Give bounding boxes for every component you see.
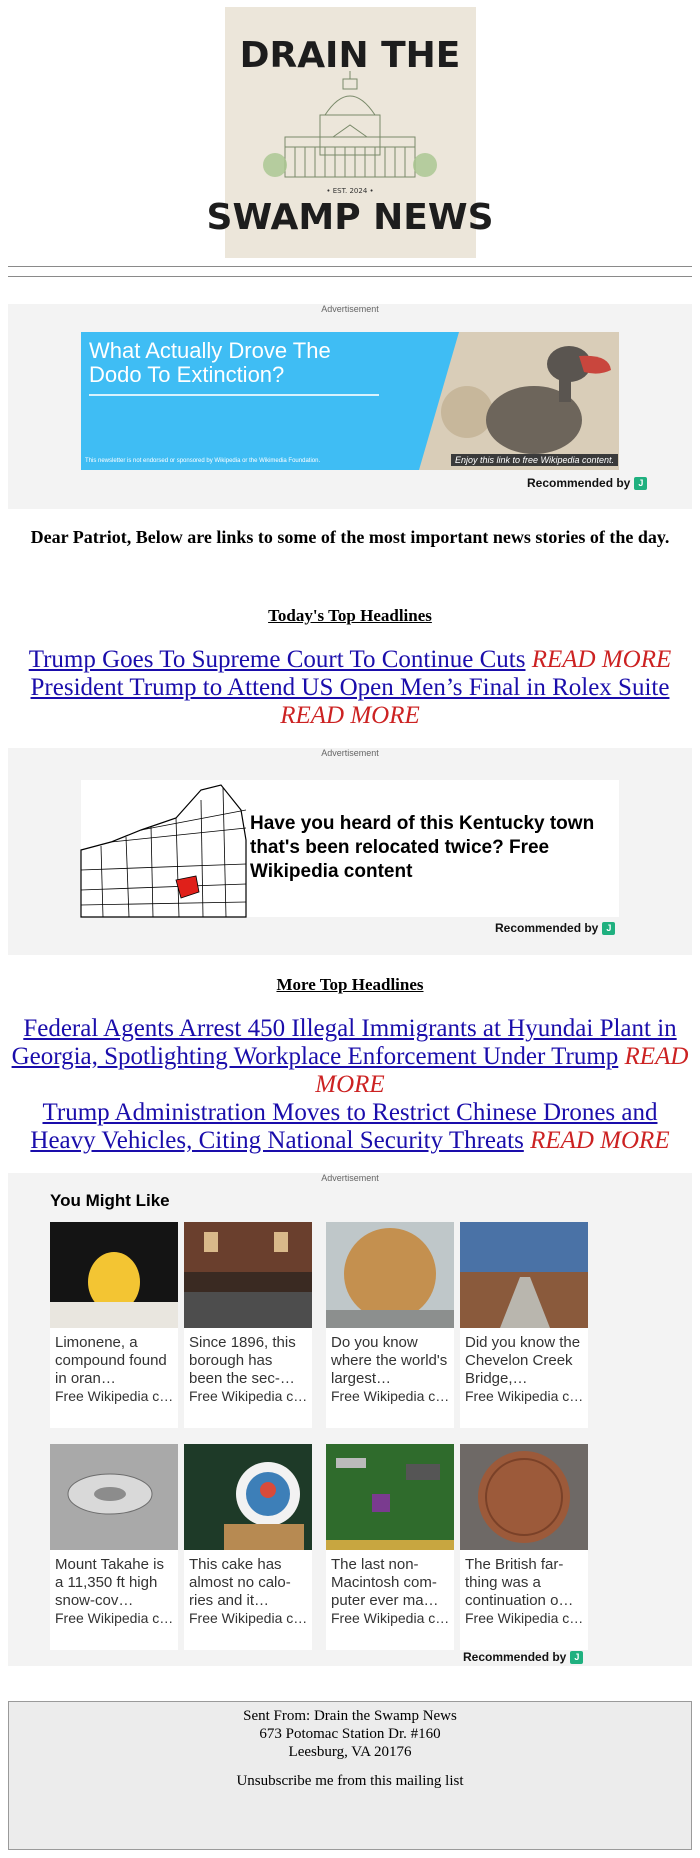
cake-photo — [184, 1444, 312, 1550]
card-source: Free Wikipedia c… — [465, 1388, 584, 1404]
kentucky-ad-banner[interactable] — [81, 780, 619, 917]
headline-item — [8, 1099, 692, 1155]
advertisement-dodo — [8, 304, 692, 509]
card-source: Free Wikipedia c… — [55, 1610, 174, 1626]
logo-est: • EST. 2024 • — [326, 187, 374, 195]
card-title[interactable]: Since 1896, this borough has been the sec-… — [189, 1334, 296, 1387]
headline-item — [8, 1015, 692, 1099]
footer-address — [8, 1701, 692, 1769]
dodo-ad-caption: Enjoy this link to free Wikipedia content. — [451, 454, 618, 466]
divider-bottom — [8, 276, 692, 277]
card-title[interactable]: Do you know where the world's largest… — [331, 1334, 448, 1387]
dodo-ad-disclaimer: This newsletter is not endorsed or sponsored by Wikipedia or the Wikimedia Foundation. — [85, 458, 321, 464]
logo-line1: DRAIN THE — [239, 35, 461, 76]
section-title-more-headlines: More Top Headlines — [276, 975, 424, 994]
footer-unsubscribe — [8, 1767, 692, 1850]
card-title[interactable]: The last non-Macintosh com-puter ever ma… — [331, 1556, 439, 1609]
dodo-ad-headline[interactable]: What Actually Drove The Dodo To Extinction? — [89, 338, 331, 387]
card-source: Free Wikipedia c… — [189, 1388, 308, 1404]
recommendation-card[interactable] — [184, 1444, 312, 1650]
read-more-link[interactable]: READ MORE — [530, 1127, 670, 1154]
bridge-photo — [460, 1222, 588, 1328]
card-title[interactable]: The British far-thing was a continuation o… — [465, 1556, 574, 1609]
top-headlines-list — [8, 646, 692, 730]
recommended-by-badge[interactable] — [495, 921, 615, 935]
card-source: Free Wikipedia c… — [465, 1610, 584, 1626]
footer-address-line1: 673 Potomac Station Dr. #160 — [259, 1726, 441, 1742]
card-title[interactable]: Limonene, a compound found in oran… — [55, 1334, 167, 1387]
recommended-by-label: Recommended by — [527, 476, 631, 490]
dodo-ad-underline — [89, 394, 379, 396]
recommended-by-label: Recommended by — [463, 1650, 567, 1664]
recommendation-card[interactable] — [460, 1222, 588, 1428]
ad-label: Advertisement — [321, 304, 379, 314]
recommended-by-label: Recommended by — [495, 921, 599, 935]
read-more-link[interactable]: READ MORE — [280, 702, 420, 729]
headline-link[interactable]: President Trump to Attend US Open Men’s Final in Rolex Suite — [30, 674, 670, 701]
sphere-photo — [326, 1222, 454, 1328]
kentucky-ad-text[interactable]: Have you heard of this Kentucky town that's been relocated twice? Free Wikipedia content — [250, 813, 595, 882]
recommendation-card[interactable] — [326, 1444, 454, 1650]
advertisement-kentucky — [8, 748, 692, 955]
card-source: Free Wikipedia c… — [331, 1610, 450, 1626]
recommendation-card[interactable] — [460, 1444, 588, 1650]
card-title[interactable]: This cake has almost no calo-ries and it… — [189, 1556, 291, 1609]
you-might-like-title: You Might Like — [50, 1191, 170, 1210]
recommended-by-badge[interactable] — [527, 476, 647, 490]
card-source: Free Wikipedia c… — [189, 1610, 308, 1626]
lemon-photo — [50, 1222, 178, 1328]
coin-photo — [460, 1444, 588, 1550]
recommender-logo-icon: J — [634, 477, 647, 490]
divider-top — [8, 266, 692, 267]
footer-address-line2: Leesburg, VA 20176 — [288, 1744, 412, 1760]
footer-sent-from: Sent From: Drain the Swamp News — [243, 1708, 457, 1724]
mountain-photo — [50, 1444, 178, 1550]
recommender-logo-icon: J — [602, 922, 615, 935]
dodo-bird-image — [419, 332, 619, 470]
recommendation-card[interactable] — [184, 1222, 312, 1428]
intro-text: Dear Patriot, Below are links to some of the most important news stories of the day. — [30, 527, 670, 547]
headline-link[interactable]: Trump Administration Moves to Restrict Chinese Drones and Heavy Vehicles, Citing National Security Threats — [30, 1099, 658, 1154]
kentucky-map-image — [81, 780, 246, 917]
headline-item — [8, 674, 692, 730]
card-source: Free Wikipedia c… — [331, 1388, 450, 1404]
logo-line2: SWAMP NEWS — [206, 197, 494, 238]
card-title[interactable]: Mount Takahe is a 11,350 ft high snow-cov… — [55, 1556, 164, 1609]
recommendation-card[interactable] — [326, 1222, 454, 1428]
headline-link[interactable]: Federal Agents Arrest 450 Illegal Immigrants at Hyundai Plant in Georgia, Spotlighting Workplace Enforcement Under Trump — [11, 1015, 677, 1070]
recommendation-card[interactable] — [50, 1222, 178, 1428]
borough-photo — [184, 1222, 312, 1328]
ad-label: Advertisement — [321, 1173, 379, 1183]
card-source: Free Wikipedia c… — [55, 1388, 174, 1404]
more-headlines-list — [8, 1015, 692, 1155]
headline-item — [8, 646, 692, 674]
unsubscribe-link[interactable]: Unsubscribe me from this mailing list — [236, 1773, 464, 1789]
circuit-board-photo — [326, 1444, 454, 1550]
read-more-link[interactable]: READ MORE — [531, 646, 672, 673]
headline-link[interactable]: Trump Goes To Supreme Court To Continue Cuts — [28, 646, 526, 673]
recommender-logo-icon: J — [570, 1651, 583, 1664]
card-title[interactable]: Did you know the Chevelon Creek Bridge,… — [465, 1334, 581, 1387]
advertisement-you-might-like — [8, 1173, 692, 1666]
dodo-ad-banner[interactable] — [81, 332, 619, 470]
ad-label: Advertisement — [321, 748, 379, 758]
read-more-link[interactable]: READ MORE — [315, 1043, 689, 1098]
newsletter-logo — [206, 7, 494, 258]
recommended-by-badge[interactable] — [463, 1650, 583, 1664]
section-title-top-headlines: Today's Top Headlines — [268, 606, 432, 625]
recommendation-card[interactable] — [50, 1444, 178, 1650]
